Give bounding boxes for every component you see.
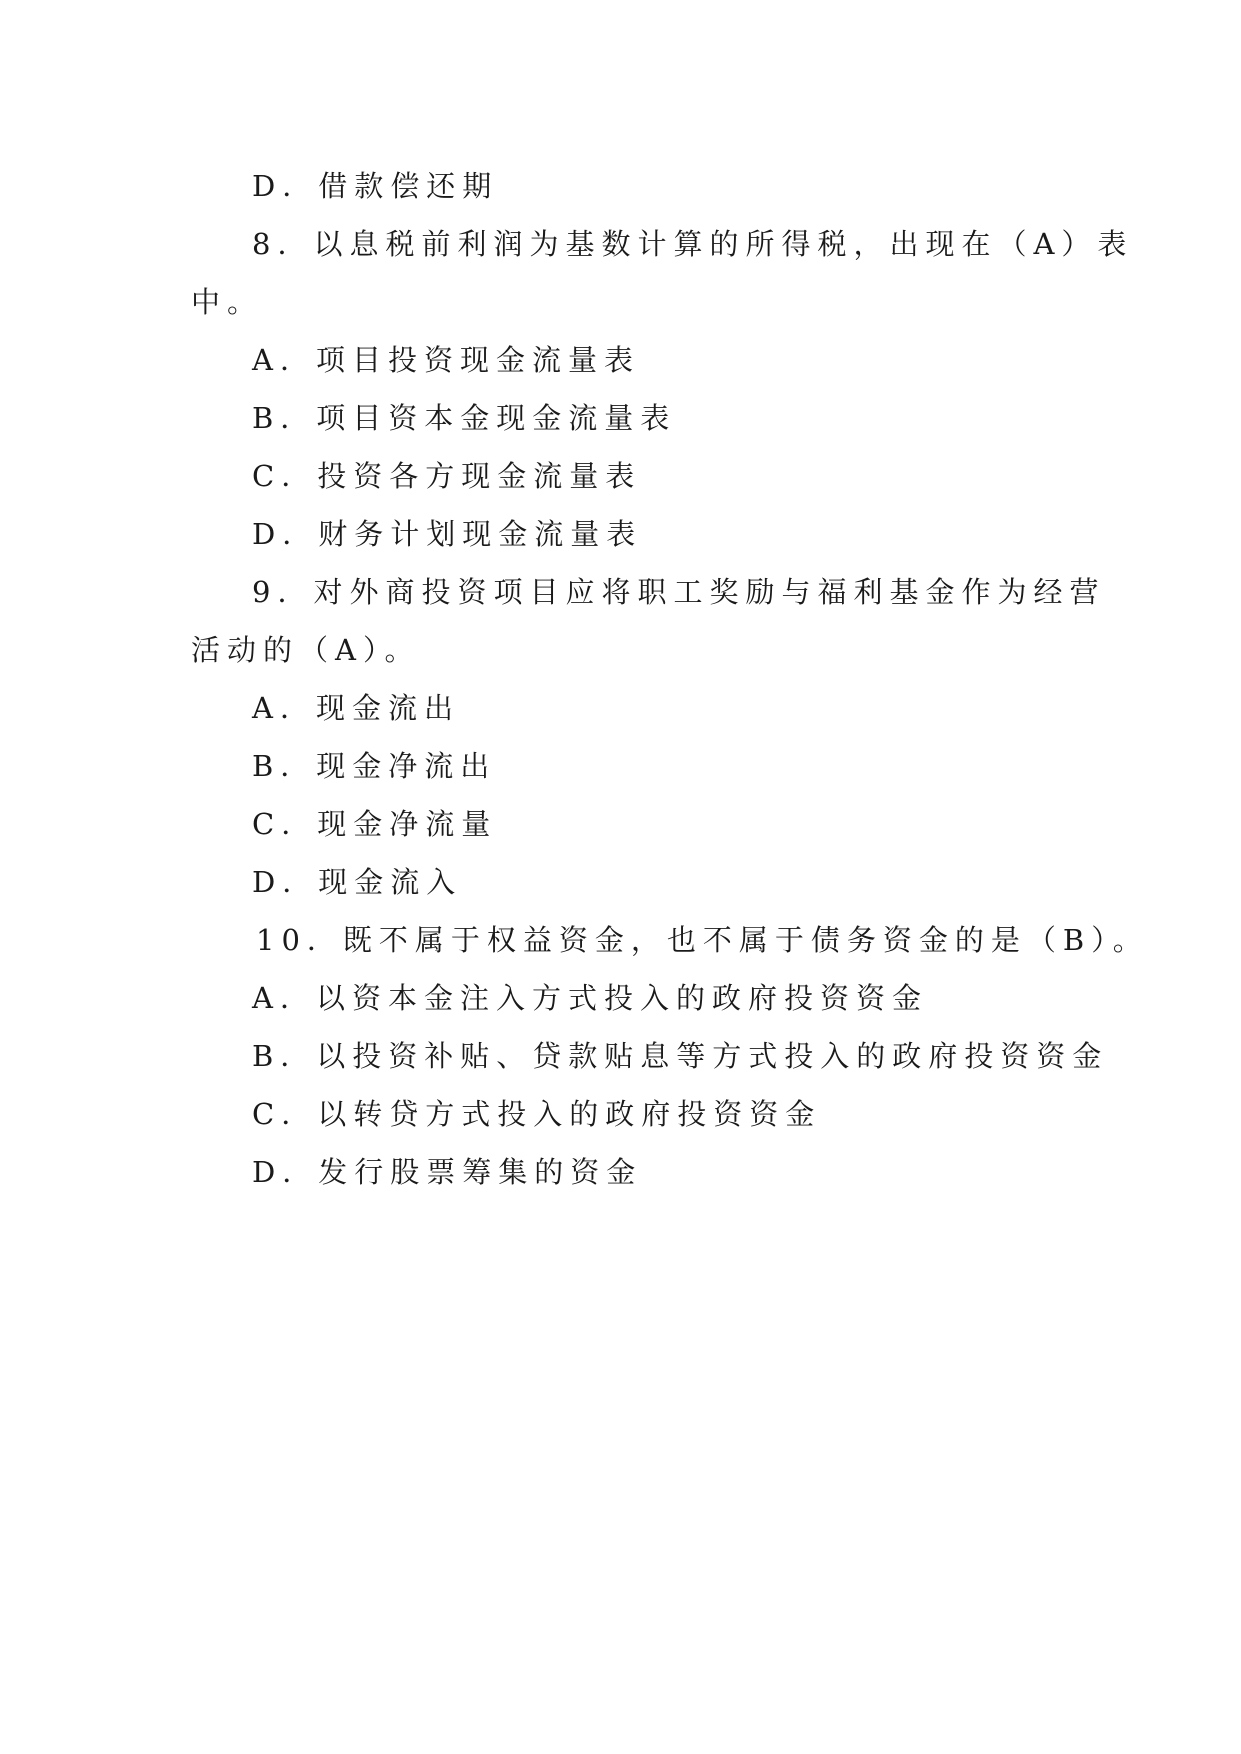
q8-option-d: D．财务计划现金流量表 <box>252 517 643 551</box>
q10-option-c: C．以转贷方式投入的政府投资资金 <box>252 1097 822 1131</box>
q9-stem-continued: 活动的（A）。 <box>191 633 421 667</box>
q8-option-b: B．项目资本金现金流量表 <box>252 401 677 435</box>
q9-option-a: A．现金流出 <box>252 691 460 725</box>
q7-option-d: D．借款偿还期 <box>252 169 499 203</box>
q9-option-c: C．现金净流量 <box>252 807 498 841</box>
q9-stem: 9．对外商投资项目应将职工奖励与福利基金作为经营 <box>252 575 1106 609</box>
q9-option-b: B．现金净流出 <box>252 749 497 783</box>
q8-option-c: C．投资各方现金流量表 <box>252 459 642 493</box>
q8-option-a: A．项目投资现金流量表 <box>252 343 640 377</box>
q10-option-d: D．发行股票筹集的资金 <box>252 1155 643 1189</box>
q10-stem: 10．既不属于权益资金，也不属于债务资金的是（B）。 <box>256 923 1149 957</box>
q8-stem-continued: 中。 <box>191 285 264 319</box>
q8-stem: 8．以息税前利润为基数计算的所得税，出现在（A）表 <box>252 227 1134 261</box>
q9-option-d: D．现金流入 <box>252 865 463 899</box>
q10-option-a: A．以资本金注入方式投入的政府投资资金 <box>252 981 928 1015</box>
q10-option-b: B．以投资补贴、贷款贴息等方式投入的政府投资资金 <box>252 1039 1109 1073</box>
